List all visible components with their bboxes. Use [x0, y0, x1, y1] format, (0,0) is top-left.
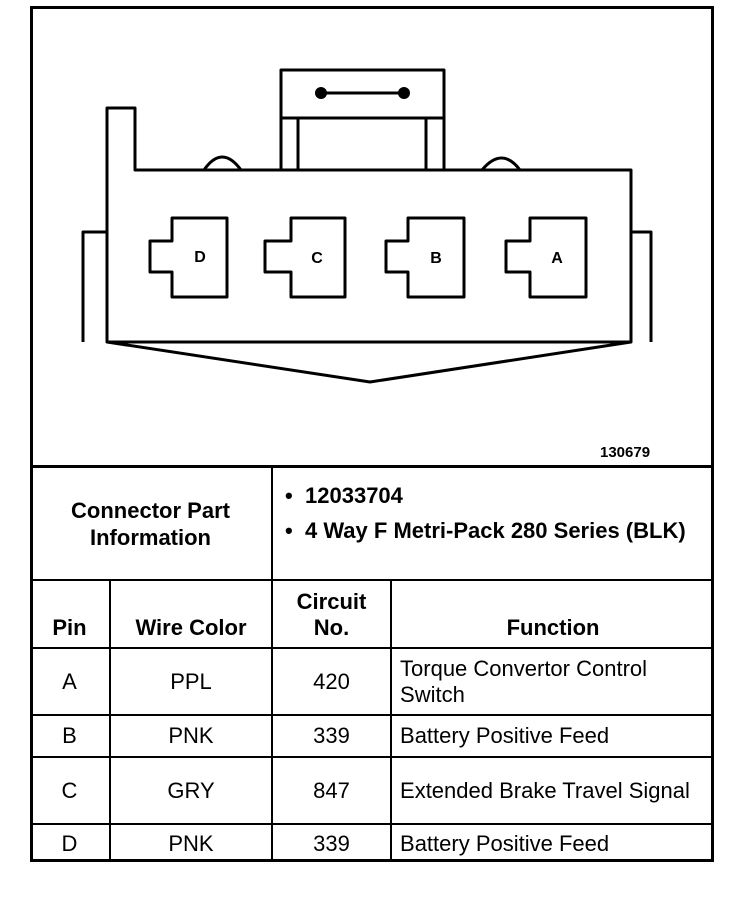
header-circuit: Circuit No.	[272, 580, 391, 648]
cavity-c	[265, 218, 345, 297]
circuit-cell: 339	[272, 715, 391, 757]
circuit-cell: 847	[272, 757, 391, 824]
circuit-cell: 420	[272, 648, 391, 715]
pin-cell: A	[30, 648, 110, 715]
pin-cell: D	[30, 824, 110, 862]
table-header-row	[30, 580, 714, 648]
connector-wing-right	[631, 232, 651, 342]
wire-color-cell: PPL	[110, 648, 272, 715]
wire-color-cell: GRY	[110, 757, 272, 824]
table-row	[30, 715, 714, 757]
header-wire-color: Wire Color	[110, 580, 272, 648]
circuit-cell: 339	[272, 824, 391, 862]
cavity-label-d: D	[194, 249, 206, 266]
cavity-b	[386, 218, 464, 297]
table-row	[30, 648, 714, 715]
pin-cell: B	[30, 715, 110, 757]
cavity-label-b: B	[430, 250, 442, 267]
function-cell: Battery Positive Feed	[391, 824, 714, 862]
cavity-d	[150, 218, 227, 297]
function-cell: Extended Brake Travel Signal	[391, 757, 714, 824]
cavity-label-a: A	[551, 250, 563, 267]
connector-wing-left	[83, 232, 107, 342]
connector-taper	[107, 342, 631, 382]
function-cell: Battery Positive Feed	[391, 715, 714, 757]
cavity-a	[506, 218, 586, 297]
connector-latch	[281, 70, 444, 170]
table-row	[30, 757, 714, 824]
wire-color-cell: PNK	[110, 715, 272, 757]
table-row	[30, 824, 714, 862]
connector-body	[107, 108, 631, 342]
connector-info-details	[272, 468, 714, 580]
connector-info-row	[30, 468, 714, 580]
connector-bump-left	[204, 157, 241, 170]
cavity-label-c: C	[311, 250, 323, 267]
pin-cell: C	[30, 757, 110, 824]
header-function: Function	[391, 580, 714, 648]
connector-description: • 4 Way F Metri-Pack 280 Series (BLK)	[305, 517, 706, 544]
function-cell: Torque Convertor Control Switch	[391, 648, 714, 715]
connector-table	[30, 468, 714, 862]
figure-id: 130679	[600, 444, 651, 461]
connector-bump-right	[482, 158, 520, 170]
header-pin: Pin	[30, 580, 110, 648]
connector-part-number: • 12033704	[305, 482, 706, 509]
connector-info-list	[281, 482, 706, 544]
connector-diagram	[33, 9, 711, 465]
wire-color-cell: PNK	[110, 824, 272, 862]
connector-info-label: Connector Part Information	[30, 468, 272, 580]
